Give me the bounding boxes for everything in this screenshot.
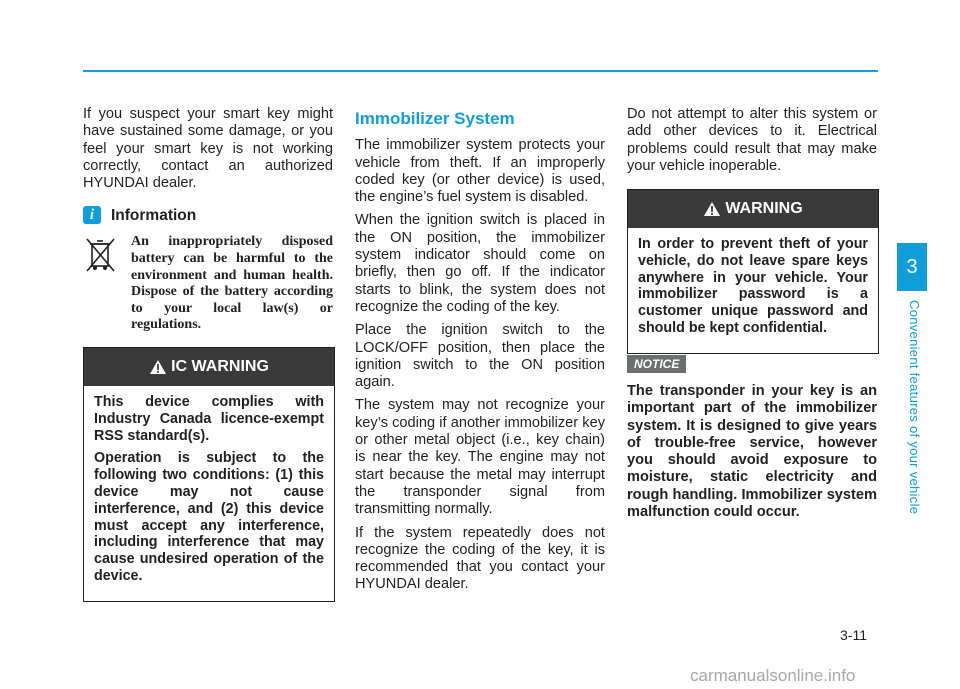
ic-warning-box — [83, 347, 335, 602]
information-text: An inappropriately disposed battery can be harmful to the environment and human health. Dispose of the battery according to your local law(s) or regulations. — [131, 234, 333, 333]
immobilizer-paragraph-1: The immobilizer system protects your vehicle from theft. If an improperly coded key (or other device) is used, the engine’s fuel system is disabled. — [355, 137, 605, 206]
immobilizer-heading: Immobilizer System — [355, 109, 515, 128]
notice-text: The transponder in your key is an important part of the immobilizer system. It is designed to give years of trouble-free service, however you should avoid exposure to moisture, static electricity and rough handling. Immobilizer system malfunction could occur. — [627, 383, 877, 521]
notice-badge: NOTICE — [627, 355, 686, 373]
smart-key-paragraph: If you suspect your smart key might have sustained some damage, or you feel your smart key is not working correctly, contact an authorized HYUNDAI dealer. — [83, 106, 333, 192]
ic-warning-paragraph-2: Operation is subject to the following two conditions: (1) this device may not cause interference, and (2) this device must accept any interference, including interference that may cause undesired operation of the device. — [94, 450, 324, 584]
information-title: Information — [111, 206, 197, 224]
ic-warning-paragraph-1: This device complies with Industry Canada licence-exempt RSS standard(s). — [94, 394, 324, 444]
column-1 — [83, 106, 333, 334]
warning-body — [628, 228, 878, 353]
immobilizer-paragraph-5: If the system repeatedly does not recognize the coding of the key, it is recommended that you contact your HYUNDAI dealer. — [355, 524, 605, 593]
warning-box — [627, 189, 879, 354]
chapter-title: Convenient features of your vehicle — [907, 300, 922, 515]
page-number: 3-11 — [840, 627, 867, 643]
chapter-tab: 3 — [897, 243, 927, 291]
ic-warning-title: IC WARNING — [171, 358, 269, 375]
information-body — [83, 234, 333, 334]
information-heading — [83, 206, 333, 224]
immobilizer-paragraph-4: The system may not recognize your key’s coding if another immobilizer key or other metal object (i.e., key chain) is near the key. The engine may not start because the metal may interrupt the transponder signal from transmitting normally. — [355, 397, 605, 518]
info-icon: i — [83, 206, 101, 224]
ic-warning-body — [84, 386, 334, 601]
watermark: carmanualsonline.info — [690, 666, 856, 685]
alteration-paragraph: Do not attempt to alter this system or add other devices to it. Electrical problems could result that may make your vehicle inoperable. — [627, 106, 877, 174]
warning-triangle-icon — [149, 359, 167, 375]
immobilizer-paragraph-2: When the ignition switch is placed in the ON position, the immobilizer system indicator should come on briefly, then go off. If the indicator starts to blink, the system does not recognize the coding of the key. — [355, 212, 605, 315]
warning-text: In order to prevent theft of your vehicle, do not leave spare keys anywhere in your vehicle. Your immobilizer password is a customer unique password and should be kept confidential. — [638, 236, 868, 336]
top-rule — [83, 70, 878, 72]
immobilizer-paragraph-3: Place the ignition switch to the LOCK/OFF position, then place the ignition switch to the ON position again. — [355, 322, 605, 391]
ic-warning-header — [84, 348, 334, 386]
notice-label-wrap — [627, 355, 686, 373]
warning-title: WARNING — [725, 200, 803, 217]
column-3 — [627, 106, 877, 181]
column-2 — [355, 110, 605, 600]
warning-header — [628, 190, 878, 228]
warning-triangle-icon — [703, 201, 721, 217]
crossed-out-bin-icon — [83, 234, 119, 276]
